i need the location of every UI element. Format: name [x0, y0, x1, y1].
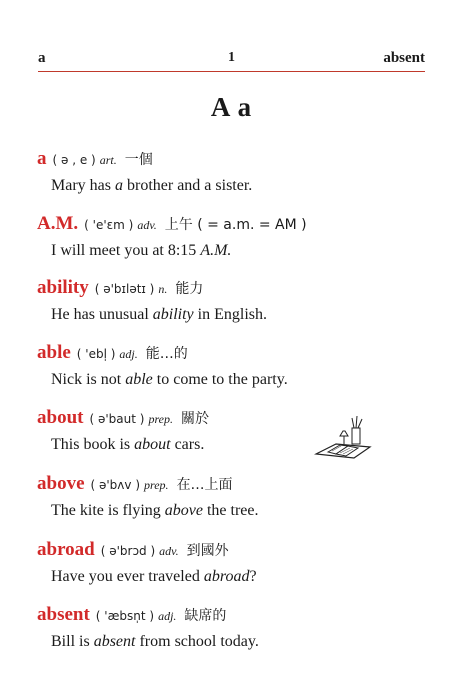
- meaning: 上午 ( = a.m. = AM ): [164, 217, 307, 233]
- example-sentence: Nick is not able to come to the party.: [51, 371, 288, 388]
- part-of-speech: prep.: [144, 478, 169, 492]
- example-sentence: This book is about cars.: [51, 436, 205, 453]
- headword: a: [37, 148, 47, 169]
- section-title: A a: [210, 92, 253, 122]
- guide-word-last: absent: [383, 50, 425, 66]
- entry: [37, 275, 433, 327]
- pronunciation: ( ə'baut ): [89, 412, 145, 426]
- headword: absent: [37, 604, 90, 625]
- example-sentence: I will meet you at 8:15 A.M.: [51, 242, 232, 259]
- entry: [37, 602, 433, 654]
- headword: abroad: [37, 539, 95, 560]
- entry: [37, 211, 433, 263]
- pronunciation: ( 'e'ɛm ): [84, 218, 134, 232]
- meaning: 在…上面: [176, 477, 233, 493]
- meaning: 缺席的: [184, 608, 227, 624]
- headword: able: [37, 342, 71, 363]
- example-sentence: He has unusual ability in English.: [51, 306, 267, 323]
- part-of-speech: adv.: [137, 218, 157, 232]
- open-book-illustration: [314, 414, 372, 462]
- header-rule: [38, 71, 425, 72]
- part-of-speech: adj.: [158, 609, 177, 623]
- entry: [37, 146, 433, 198]
- headword: ability: [37, 277, 89, 298]
- example-sentence: Bill is absent from school today.: [51, 633, 259, 650]
- part-of-speech: adv.: [159, 544, 179, 558]
- entry: [37, 340, 433, 392]
- pronunciation: ( ə'brɔd ): [100, 544, 156, 558]
- example-sentence: Have you ever traveled abroad?: [51, 568, 257, 585]
- page-header: [38, 50, 425, 70]
- meaning: 關於: [181, 411, 209, 427]
- entry: [37, 471, 433, 523]
- example-sentence: The kite is flying above the tree.: [51, 502, 259, 519]
- guide-word-first: a: [38, 50, 46, 66]
- pronunciation: ( ə'bɪlətɪ ): [94, 282, 155, 296]
- part-of-speech: adj.: [119, 347, 138, 361]
- part-of-speech: art.: [99, 153, 117, 167]
- pronunciation: ( 'æbsn̩t ): [95, 609, 155, 623]
- headword: about: [37, 407, 84, 428]
- example-sentence: Mary has a brother and a sister.: [51, 177, 253, 194]
- pronunciation: ( ə , e ): [52, 153, 96, 167]
- meaning: 能…的: [145, 346, 188, 362]
- headword: above: [37, 473, 85, 494]
- meaning: 一個: [124, 152, 153, 168]
- meaning: 到國外: [186, 543, 229, 559]
- part-of-speech: n.: [158, 282, 168, 296]
- pronunciation: ( ə'bʌv ): [90, 478, 140, 492]
- part-of-speech: prep.: [148, 412, 173, 426]
- entry: [37, 405, 433, 457]
- page-number: 1: [228, 50, 235, 65]
- pronunciation: ( 'ebl̩ ): [76, 347, 116, 361]
- headword: A.M.: [37, 213, 79, 234]
- entry: [37, 537, 433, 589]
- meaning: 能力: [175, 281, 204, 297]
